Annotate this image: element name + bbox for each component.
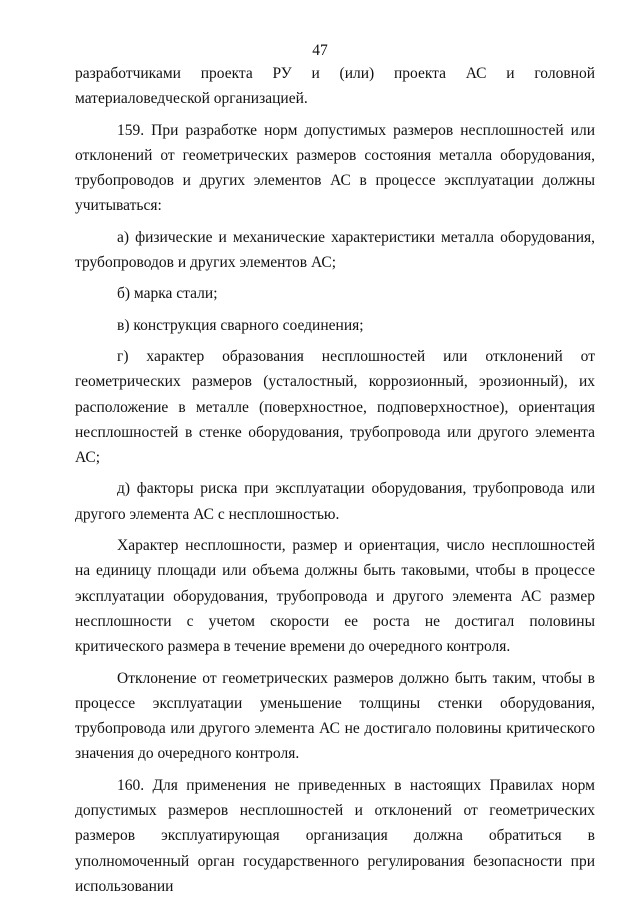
list-item-a: а) физические и механические характеристики металла оборудования, трубопроводов и других элементов АС; bbox=[75, 228, 595, 272]
document-body bbox=[75, 61, 595, 905]
list-item-g: г) характер образования несплошностей или отклонений от геометрических размеров (усталостный, коррозионный, эрозионный), их расположение в металле (поверхностное, подповерхностное), ориентация несплошностей в стенке оборудования, трубопровода или другого элемента АС; bbox=[75, 347, 595, 467]
paragraph-discontinuity-character: Характер несплошности, размер и ориентация, число несплошностей на единицу площади или объема должны быть таковыми, чтобы в процессе эксплуатации оборудования, трубопровода и другого элемента АС размер несплошности с учетом скорости ее роста не достигал половины критического размера в течение времени до очередного контроля. bbox=[75, 537, 595, 656]
paragraph-160: 160. Для применения не приведенных в настоящих Правилах норм допустимых размеров несплошностей и отклонений от геометрических размеров эксплуатирующая организация должна обратиться в уполномоченный орган государственного регулирования безопасности при использовании bbox=[75, 776, 595, 895]
paragraph-159: 159. При разработке норм допустимых размеров несплошностей или отклонений от геометрических размеров состояния металла оборудования, трубопроводов и других элементов АС в процессе эксплуатации должны учитываться: bbox=[75, 121, 595, 215]
paragraph-continuation: разработчиками проекта РУ и (или) проекта АС и головной материаловедческой организацией. bbox=[75, 65, 595, 108]
list-item-d: д) факторы риска при эксплуатации оборудования, трубопровода или другого элемента АС с несплошностью. bbox=[75, 480, 595, 523]
list-item-b: б) марка стали; bbox=[117, 285, 218, 303]
paragraph-geometric-deviation: Отклонение от геометрических размеров должно быть таким, чтобы в процессе эксплуатации уменьшение толщины стенки оборудования, трубопровода или другого элемента АС не достигало половины критического значения до очередного контроля. bbox=[75, 669, 595, 763]
page-number: 47 bbox=[312, 42, 328, 59]
list-item-v: в) конструкция сварного соединения; bbox=[117, 316, 364, 334]
